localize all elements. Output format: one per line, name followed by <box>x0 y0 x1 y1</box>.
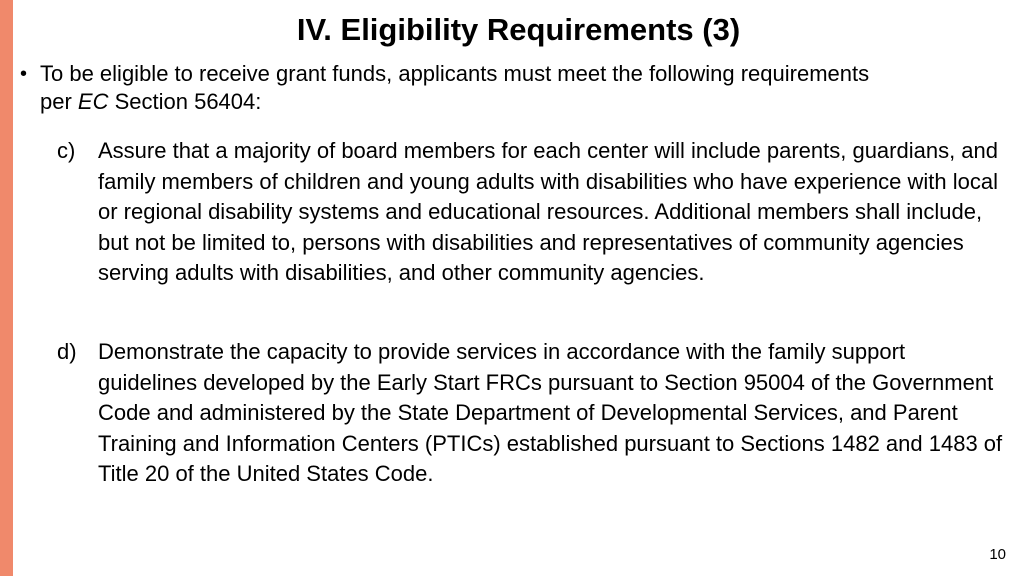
requirement-item-c <box>57 136 1007 289</box>
intro-bullet-text <box>20 60 880 116</box>
item-label-c: c) <box>57 138 76 163</box>
page-number: 10 <box>989 546 1006 563</box>
intro-text-before: To be eligible to receive grant funds, applicants must meet the following requirements per <box>40 61 870 114</box>
bullet-marker: • <box>20 63 28 85</box>
ec-emphasis: EC <box>77 89 109 114</box>
item-text-d: Demonstrate the capacity to provide services in accordance with the family support guidelines developed by the Early Start FRCs pursuant to Section 95004 of the Government Code and administered by the State Department of Developmental Services, and Parent Training and Information Centers (PTICs) established pursuant to Sections 1482 and 1483 of Title 20 of the United States Code. <box>98 339 1003 486</box>
item-label-d: d) <box>57 339 77 364</box>
accent-bar <box>0 0 13 576</box>
intro-bullet <box>20 60 880 116</box>
slide-title: IV. Eligibility Requirements (3) <box>296 12 741 47</box>
intro-text-after: Section 56404: <box>108 89 262 114</box>
item-text-c: Assure that a majority of board members for each center will include parents, guardians, and family members of children and young adults with disabilities who have experience with local or regional disability systems and educational resources. Additional members shall include, but not be limited to, persons with disabilities and representatives of community agencies serving adults with disabilities, and other community agencies. <box>98 138 999 285</box>
requirement-item-d <box>57 337 1007 490</box>
